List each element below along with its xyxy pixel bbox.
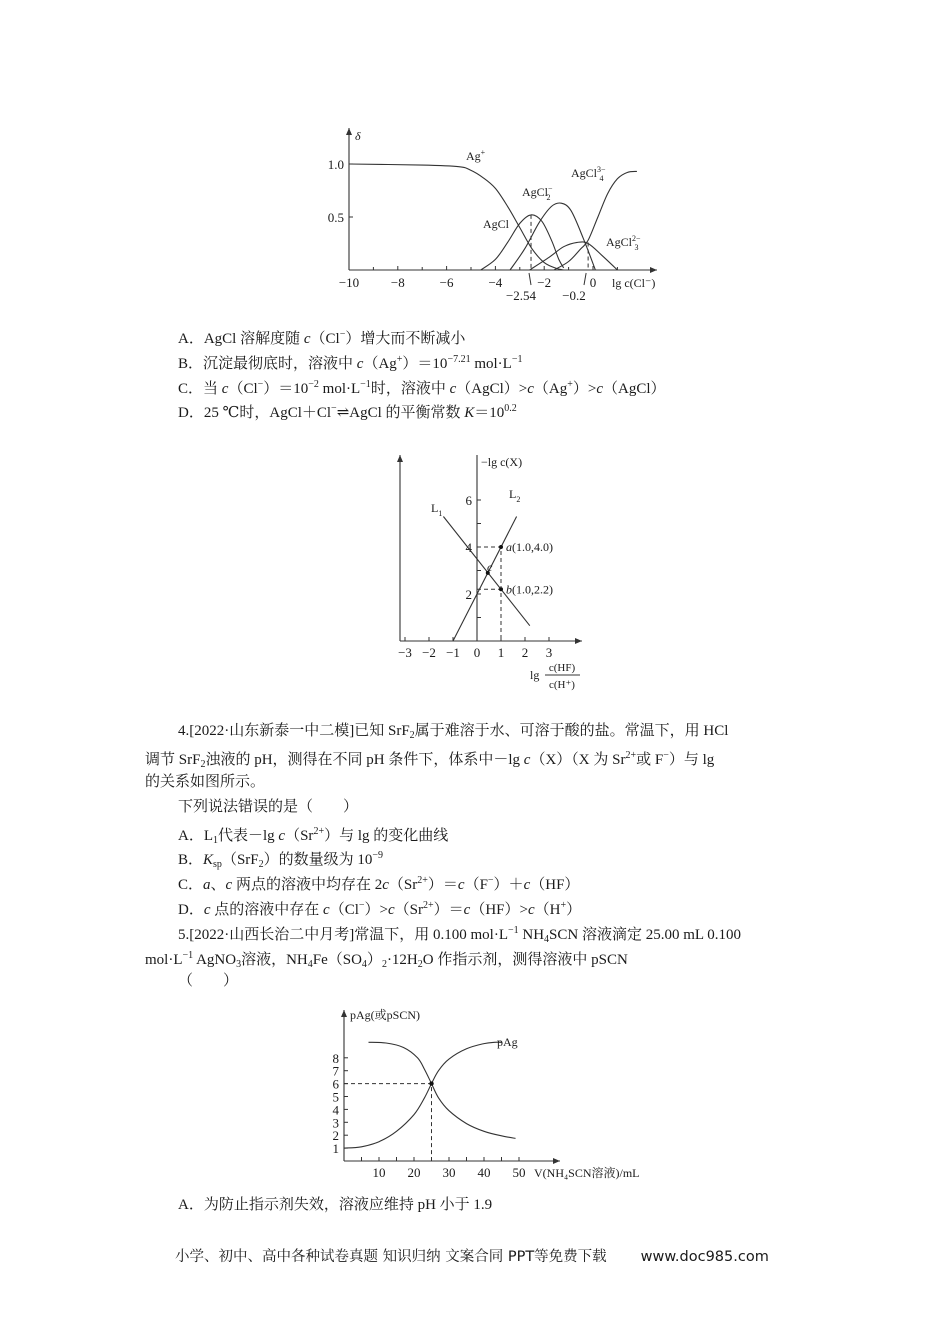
footer [175,1245,769,1266]
text-segment: （F [464,877,488,893]
subscript: 2 [409,730,415,741]
text-segment: （X）（X 为 Sr [530,752,626,768]
text-segment: 代表－lg [218,828,279,844]
equivalence-point [429,1081,433,1085]
superscript: − [663,750,669,761]
superscript: 2+ [417,875,428,886]
x-tick-label: −4 [488,275,503,290]
label-superscript: + [480,148,486,157]
text-segment: ）＝10 [402,356,448,372]
x-axis-arrow-icon [650,267,657,273]
superscript: −1 [511,354,523,365]
footer-text: 小学、初中、高中各种试卷真题 知识归纳 文案合同 PPT等免费下载 [175,1249,607,1265]
italic-symbol: c [278,828,286,844]
annotation-label: −0.2 [562,288,586,303]
x-tick-label: −2 [422,645,436,660]
text-segment: （Cl [329,902,359,918]
italic-symbol: c [203,902,211,918]
series-label-L2 [509,487,520,504]
text-segment: 两点的溶液中均存在 2 [232,877,383,893]
annotation-label: −2.54 [505,288,537,303]
x-tick-label: 10 [372,1165,386,1180]
y-tick-label: 1.0 [327,157,344,172]
italic-symbol: c [323,902,330,918]
text-segment: A．为防止指示剂失效，溶液应维持 pH 小于 1.9 [178,1197,493,1213]
equivalence-dashed-lines [344,1084,432,1161]
label-text: AgCl [483,217,510,231]
italic-symbol: c [303,331,311,347]
subscript: 2 [381,959,387,970]
label-text: AgCl [606,235,633,249]
text-segment: 或 F [636,752,664,768]
x-tick-label: −2 [537,275,552,290]
y-axis-label: −lg c(X) [481,455,523,469]
text-segment: （Cl [228,381,258,397]
x-tick-label: 20 [407,1165,421,1180]
italic-symbol: c [527,902,535,918]
superscript: −1 [360,379,371,390]
superscript: −7.21 [447,354,471,365]
text-segment: ）> [572,381,597,397]
label-text: L [509,487,517,501]
text-segment: （AgCl）> [456,381,528,397]
italic-symbol: c [596,381,604,397]
superscript: −2 [308,379,319,390]
point-label [506,582,553,596]
italic-symbol: c [463,902,471,918]
text-segment: 溶液，NH [241,952,308,968]
y-axis-label: pAg(或pSCN) [350,1008,421,1022]
series-label-L1 [431,501,442,518]
series-curve-pSCN [369,1042,516,1138]
series-label [571,165,606,183]
text-segment: 属于难溶于水、可溶于酸的盐。常温下，用 HCl [414,723,729,739]
text-segment: （SrF [221,852,259,868]
superscript: − [358,900,365,911]
italic-symbol: c [457,877,465,893]
subscript: 1 [213,835,218,846]
y-tick-label: 5 [332,1089,339,1105]
x-tick-label: 2 [521,645,529,660]
text-segment: NH [518,927,545,943]
x-tick-label: 1 [497,645,505,660]
text-segment: ）＋ [493,877,524,893]
y-axis-arrow-icon [341,1010,347,1017]
superscript: + [567,379,573,390]
italic-symbol: c [523,877,531,893]
text-segment: 点的溶液中存在 [210,902,324,918]
y-tick-label: 6 [332,1076,339,1092]
y-tick-label: 8 [332,1050,339,1066]
y-tick-label: 6 [465,493,472,508]
x-axis-label: V(NH₄SCN溶液)/mL [534,1166,640,1180]
text-segment: ） [366,952,382,968]
text-segment: ）＝ [427,877,458,893]
subscript: 2 [417,959,423,970]
y-tick-label: 2 [332,1128,339,1144]
text-segment: （Cl [310,331,340,347]
label-text: AgCl [571,166,598,180]
series-curve-pAg [344,1042,502,1148]
text-segment: （AgCl） [603,381,666,397]
subscript: 2 [258,859,264,870]
series-curve-2 [510,203,595,270]
text-segment: D．25 ℃时，AgCl＋Cl [178,405,332,421]
series-label-pAg: pAg [497,1035,518,1049]
text-segment: （Sr [394,902,424,918]
point-coords: (1.0,2.2) [512,582,553,597]
text-segment: （Sr [388,877,418,893]
text-segment: （Ag [363,356,397,372]
italic-symbol: c [221,381,229,397]
chart-titration [333,1008,640,1180]
superscript: + [560,900,567,911]
y-axis-arrow-icon [346,128,352,135]
text-segment: ）与 lg [668,752,715,768]
point-label [506,540,553,554]
point-letter: a [506,540,512,554]
text-segment: A．L [178,828,213,844]
text-segment: ）＝10 [263,381,309,397]
text-segment: mol·L [145,952,183,968]
italic-symbol: c [449,381,457,397]
point-letter: b [506,582,512,597]
point-coords: (1.0,4.0) [512,540,553,554]
label-superscript: − [548,184,553,193]
superscript: −1 [507,925,519,936]
text-segment: ＝10 [474,405,505,421]
x-axis-arrow-icon [575,638,582,644]
series-curve-3 [530,242,618,270]
text-segment: D． [178,902,204,918]
text-segment: C．当 [178,381,222,397]
label-text: Ag [466,149,481,163]
label-text: AgCl [522,185,549,199]
x-tick-label: 40 [477,1165,491,1180]
y-tick-label: 1 [332,1141,339,1157]
italic-symbol: c [356,356,364,372]
text-segment: （Ag [533,381,568,397]
x-tick-label: −8 [390,275,405,290]
text-segment: （ ） [178,973,239,989]
text-segment: （HF） [530,877,580,893]
x-axis-label-denominator: c(H⁺) [549,679,575,691]
y-tick-label: 7 [332,1063,339,1079]
series-label [483,217,510,231]
y-tick-label: 2 [465,587,472,602]
superscript: −9 [372,850,384,861]
point-b [499,587,503,591]
superscript: − [487,875,494,886]
superscript: − [339,329,346,340]
x-axis-arrow-icon [553,1158,560,1164]
label-subscript: 4 [599,174,604,183]
subscript: sp [213,859,222,870]
text-segment: （H [534,902,561,918]
label-subscript: 1 [438,509,443,518]
superscript: − [257,379,264,390]
superscript: −1 [182,950,194,961]
x-tick-label: 0 [589,275,597,290]
x-tick-label: −3 [398,645,412,660]
series-curve-4 [554,171,637,270]
subscript: 4 [307,959,313,970]
text-segment: B． [178,852,204,868]
italic-symbol: c [382,877,389,893]
subscript: 4 [361,959,367,970]
text-segment: 调节 SrF [145,752,201,768]
text-segment: 、 [210,877,226,893]
text-segment: 4.[2022·山东新泰一中二模]已知 SrF [178,723,410,739]
text-segment: Fe（SO [312,952,362,968]
text-segment: mol·L [470,356,512,372]
point-a [499,545,503,549]
label-superscript: 2− [632,234,641,243]
text-segment: ·12H [386,952,418,968]
text-segment: O 作指示剂，测得溶液中 pSCN [422,952,628,968]
footer-url[interactable]: www.doc985.com [640,1249,769,1265]
x-axis-label-prefix: lg [530,668,540,682]
superscript: + [396,354,403,365]
italic-symbol: c [388,902,395,918]
text-segment: （HF）> [470,902,528,918]
x-tick-label: −6 [439,275,454,290]
text-segment: B．沉淀最彻底时，溶液中 [178,356,357,372]
superscript: − [331,403,337,414]
text-segment: ）> [364,902,388,918]
italic-symbol: K [464,405,475,421]
superscript: 2+ [625,750,637,761]
label-subscript: 3 [634,243,639,252]
text-segment: ）增大而不断减小 [345,331,466,347]
text-segment: 5.[2022·山西长治二中月考]常温下，用 0.100 mol·L [178,927,508,943]
chart-srf2-lines [397,455,582,691]
text-segment: （Sr [285,828,314,844]
x-axis-label: lg c(Cl⁻) [612,276,656,290]
label-subscript: 2 [546,193,551,202]
series-label [606,234,641,252]
point-label-c: c [487,560,493,574]
y-tick-label: 0.5 [327,210,344,225]
label-subscript: 2 [516,495,521,504]
annotation-arrow [529,273,531,285]
text-segment: 时，溶液中 [370,381,450,397]
annotation-arrow [584,273,586,285]
text-segment: C． [178,877,204,893]
text-segment: ⇌AgCl 的平衡常数 [336,405,465,421]
italic-symbol: K [203,852,214,868]
text-segment: 浊液的 pH，测得在不同 pH 条件下，体系中－lg [205,752,524,768]
italic-symbol: c [225,877,233,893]
series-label [522,184,553,202]
italic-symbol: c [523,752,531,768]
text-segment: ）＝ [433,902,464,918]
superscript: 2+ [313,826,325,837]
subscript: 4 [544,934,550,945]
text-segment: ） [566,902,582,918]
y-tick-label: 4 [465,540,472,555]
label-superscript: 3− [597,165,606,174]
x-tick-label: −10 [338,275,360,290]
text-segment: A．AgCl 溶解度随 [178,331,304,347]
text-segment: 的关系如图所示。 [145,774,266,790]
x-tick-label: −1 [446,645,460,660]
x-tick-label: 50 [512,1165,526,1180]
text-segment: AgNO [193,952,237,968]
chart-silver-chloride-distribution [328,128,657,303]
y-tick-label: 4 [332,1102,339,1118]
text-segment: ）与 lg 的变化曲线 [324,828,449,844]
x-axis-label-numerator: c(HF) [548,662,576,674]
italic-symbol: c [527,381,534,397]
text-segment: 下列说法错误的是（ ） [178,799,359,815]
superscript: 2+ [423,900,434,911]
x-tick-label: 3 [545,645,553,660]
series-label [466,148,486,163]
series-line-L2 [453,517,517,642]
text-segment: ）的数量级为 10 [263,852,373,868]
superscript: 0.2 [504,403,517,414]
x-tick-label: 30 [442,1165,456,1180]
y-axis-arrow-icon [397,455,403,462]
text-segment: mol·L [318,381,361,397]
label-text: L [431,501,439,515]
text-segment: SCN 溶液滴定 25.00 mL 0.100 [549,927,742,943]
subscript: 3 [236,959,242,970]
y-tick-label: 3 [332,1115,339,1131]
italic-symbol: a [203,877,211,893]
y-axis-label: δ [355,129,361,143]
subscript: 2 [200,759,206,770]
x-tick-label: 0 [473,645,481,660]
